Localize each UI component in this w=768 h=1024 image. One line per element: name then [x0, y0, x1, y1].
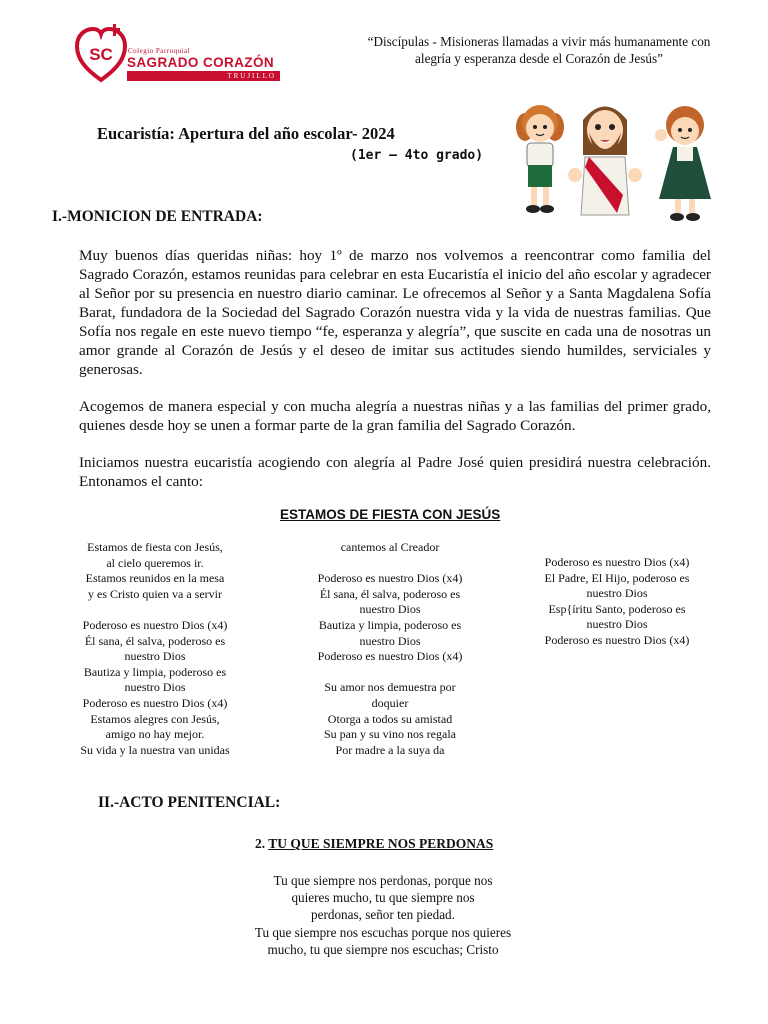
lyric-line: mucho, tu que siempre nos escuchas; Cristo [267, 941, 499, 957]
lyric-line: Esp{íritu Santo, poderoso es [548, 601, 686, 616]
lyric-line: Él sana, él salva, poderoso es [319, 586, 461, 601]
sc-emblem-icon [74, 24, 128, 84]
paragraph-start-song: Iniciamos nuestra eucaristía acogiendo con alegría al Padre José quien presidirá nuestra celebración. Entonamos el canto: [79, 454, 711, 490]
lyric-line: Tu que siempre nos escuchas porque nos quieres [254, 924, 512, 940]
song-title: ESTAMOS DE FIESTA CON JESÚS [280, 507, 501, 522]
song2-verse [228, 872, 538, 958]
school-logo [74, 24, 284, 84]
jesus-figure [568, 107, 642, 216]
lyric-line: Poderoso es nuestro Dios (x4) [317, 571, 463, 586]
girl-right-figure [655, 106, 711, 221]
logo-city: TRUJILLO [127, 71, 280, 81]
grade-range: (1er – 4to grado) [350, 148, 484, 163]
song2-number: 2. [255, 836, 266, 851]
lyric-line: cantemos al Creador [340, 540, 440, 554]
song2-title: TU QUE SIEMPRE NOS PERDONAS [268, 836, 494, 851]
section-heading-acto-penitencial: II.-ACTO PENITENCIAL: [98, 794, 281, 811]
song-column-1 [50, 540, 260, 758]
lyric-line: Su vida y la nuestra van unidas [80, 742, 230, 757]
lyric-line: Estamos reunidos en la mesa [85, 571, 225, 586]
lyric-line: Su amor nos demuestra por [324, 680, 456, 695]
stanza-gap [50, 602, 260, 618]
lyric-line: Por madre a la suya da [335, 742, 445, 757]
lyric-line: Poderoso es nuestro Dios (x4) [82, 617, 228, 632]
lyric-line: nuestro Dios [359, 633, 421, 648]
motto-quote: “Discípulas - Misioneras llamadas a vivir más humanamente con alegría y esperanza desde el Corazón de Jesús” [367, 34, 711, 66]
lyric-line: nuestro Dios [359, 602, 421, 617]
lyric-line: Su pan y su vino nos regala [324, 727, 456, 742]
logo-name: SAGRADO CORAZÓN [127, 55, 274, 70]
lyric-line: Estamos de fiesta con Jesús, [87, 540, 223, 554]
lyric-line: Otorga a todos su amistad [327, 711, 453, 726]
lyric-line: al cielo queremos ir. [106, 555, 204, 570]
lyric-line: Poderoso es nuestro Dios (x4) [317, 649, 463, 664]
lyric-line: nuestro Dios [586, 617, 648, 632]
girl-left-figure [516, 105, 564, 213]
logo-subtitle: Colegio Parroquial [128, 47, 191, 55]
lyric-line: nuestro Dios [124, 680, 186, 695]
lyric-line: nuestro Dios [124, 649, 186, 664]
lyric-line: Poderoso es nuestro Dios (x4) [82, 695, 228, 710]
stanza-gap [284, 665, 496, 681]
lyric-line: Poderoso es nuestro Dios (x4) [544, 632, 690, 647]
children-and-jesus-illustration [505, 95, 725, 230]
stanza-gap [284, 556, 496, 572]
lyric-line: Bautiza y limpia, poderoso es [318, 617, 462, 632]
song2-heading [255, 836, 493, 852]
lyric-line: Bautiza y limpia, poderoso es [83, 664, 227, 679]
paragraph-first-grade: Acogemos de manera especial y con mucha alegría a nuestras niñas y a las familias del primer grado, quienes desde hoy se unen a formar parte de la gran familia del Sagrado Corazón. [79, 398, 711, 434]
lyric-line: El Padre, El Hijo, poderoso es [544, 570, 690, 585]
document-title: Eucaristía: Apertura del año escolar- 2024 [97, 124, 395, 143]
lyric-line: perdonas, señor ten piedad. [311, 907, 455, 923]
paragraph-welcome: Muy buenos días queridas niñas: hoy 1º de marzo nos volvemos a reencontrar como familia del Sagrado Corazón, estamos reunidas para celebrar en esta Eucaristía el inicio del año escolar y agradecer al Señor por su presencia en nuestro diario caminar. Le ofrecemos al Señor y a Santa Magdalena Sofía Barat, fundadora de la Sociedad del Sagrado Corazón nuestra vida y la vida de nuestras familias. Que Sofía nos regale en este nuevo tiempo “fe, esperanza y alegría”, que suscite en cada una de nosotras un amor grande al Corazón de Jesús y el deseo de imitar sus actitudes siendo humildes, serviciales y generosas. [79, 247, 711, 378]
lyric-line: Estamos alegres con Jesús, [90, 711, 220, 726]
section-heading-monicion: I.-MONICION DE ENTRADA: [52, 208, 263, 225]
lyric-line: nuestro Dios [586, 586, 648, 601]
lyric-line: Poderoso es nuestro Dios (x4) [544, 555, 690, 569]
lyric-line: doquier [371, 695, 409, 710]
svg-text:SC: SC [89, 45, 113, 64]
song-column-3 [512, 555, 722, 649]
lyric-line: quieres mucho, tu que siempre nos [291, 890, 475, 906]
lyric-line: Él sana, él salva, poderoso es [84, 633, 226, 648]
song-column-2 [284, 540, 496, 758]
lyric-line: amigo no hay mejor. [105, 727, 205, 742]
lyric-line: y es Cristo quien va a servir [88, 586, 222, 601]
lyric-line: Tu que siempre nos perdonas, porque nos [273, 873, 493, 888]
